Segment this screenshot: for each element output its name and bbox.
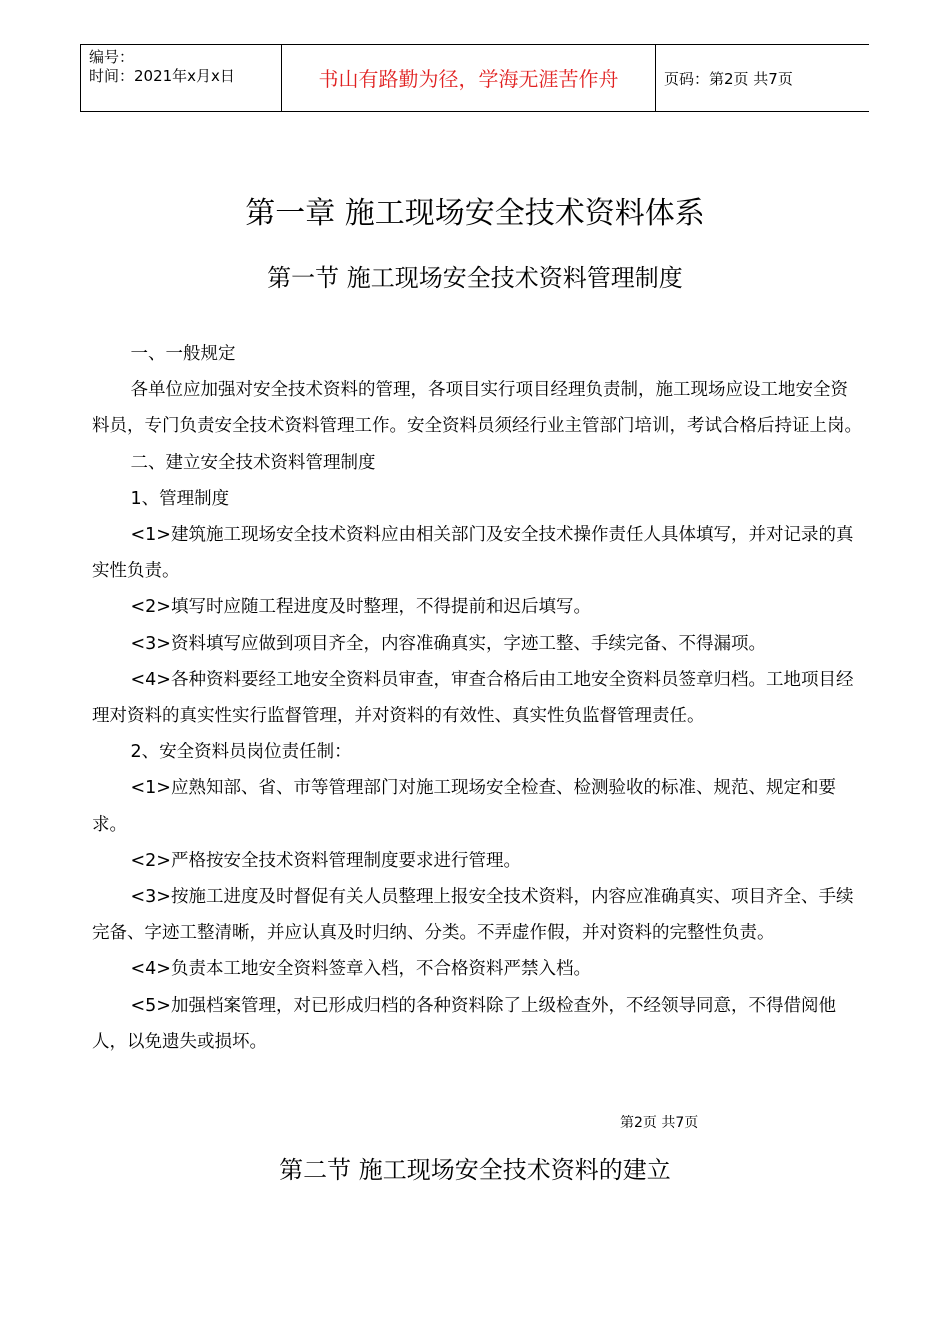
paragraph: <3>按施工进度及时督促有关人员整理上报安全技术资料，内容应准确真实、项目齐全、手续完备、字迹工整清晰，并应认真及时归纳、分类。不弄虚作假，并对资料的完整性负责。 <box>92 887 854 944</box>
paragraph: 2、安全资料员岗位责任制： <box>130 742 352 763</box>
page-footer-number: 第2页 共7页 <box>620 1115 699 1131</box>
page-header <box>80 44 869 112</box>
paragraph: 各单位应加强对安全技术资料的管理，各项目实行项目经理负责制，施工现场应设工地安全资料员，专门负责安全技术资料管理工作。安全资料员须经行业主管部门培训，考试合格后持证上岗。 <box>92 380 862 437</box>
paragraph: <2>严格按安全技术资料管理制度要求进行管理。 <box>130 850 521 871</box>
paragraph: 一、一般规定 <box>130 344 236 364</box>
paragraph: <1>建筑施工现场安全技术资料应由相关部门及安全技术操作责任人具体填写，并对记录的真实性负责。 <box>92 525 854 582</box>
paragraph: <5>加强档案管理，对已形成归档的各种资料除了上级检查外，不经领导同意，不得借阅他人，以免遗失或损坏。 <box>92 995 836 1052</box>
paragraph: <4>负责本工地安全资料签章入档，不合格资料严禁入档。 <box>130 959 591 980</box>
paragraph: <4>各种资料要经工地安全资料员审查，审查合格后由工地安全资料员签章归档。工地项目经理对资料的真实性实行监督管理，并对资料的有效性、真实性负监督管理责任。 <box>92 669 854 727</box>
paragraph: <1>应熟知部、省、市等管理部门对施工现场安全检查、检测验收的标准、规范、规定和要求。 <box>92 778 836 835</box>
serial-label: 编号： <box>89 48 135 66</box>
paragraph: <2>填写时应随工程进度及时整理，不得提前和迟后填写。 <box>130 597 591 618</box>
section-title-2: 第二节 施工现场安全技术资料的建立 <box>279 1156 671 1184</box>
paragraph: 二、建立安全技术资料管理制度 <box>130 452 376 473</box>
date-label: 时间：2021年x月x日 <box>89 67 235 85</box>
paragraph: 1、管理制度 <box>130 488 230 509</box>
header-motto: 书山有路勤为径，学海无涯苦作舟 <box>282 45 656 111</box>
document-body <box>92 336 862 1060</box>
paragraph: <3>资料填写应做到项目齐全，内容准确真实，字迹工整、手续完备、不得漏项。 <box>130 633 766 654</box>
section-title: 第一节 施工现场安全技术资料管理制度 <box>267 264 683 292</box>
header-meta-cell <box>81 45 282 111</box>
chapter-title: 第一章 施工现场安全技术资料体系 <box>245 196 705 231</box>
header-page-label: 页码：第2页 共7页 <box>664 70 793 88</box>
